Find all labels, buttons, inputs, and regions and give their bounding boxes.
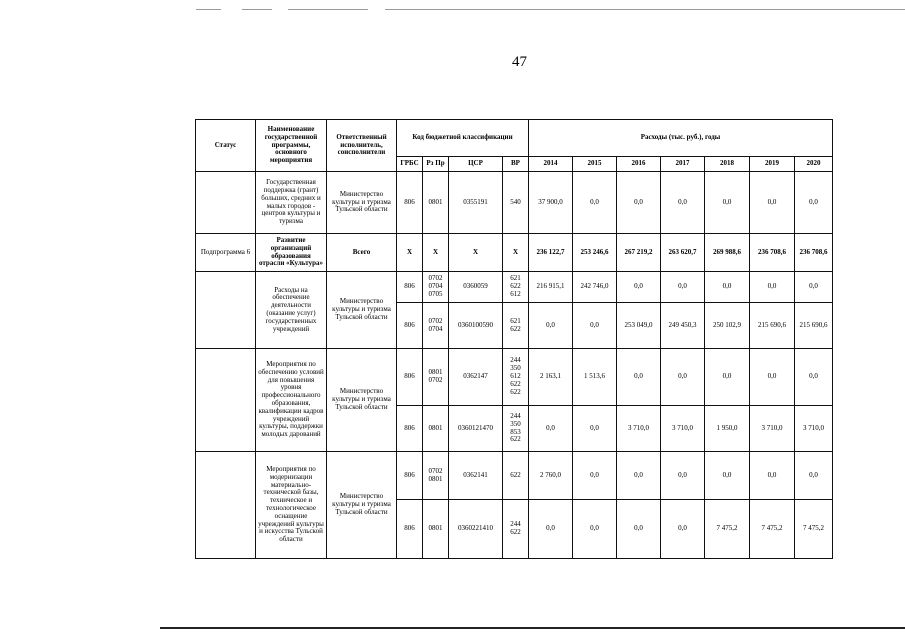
amount-cell: 0,0 <box>705 452 750 500</box>
csr-cell: 0362141 <box>449 452 503 500</box>
status-cell <box>196 272 256 349</box>
status-cell: Подпрограмма 6 <box>196 234 256 272</box>
status-cell <box>196 349 256 452</box>
vr-cell: X <box>503 234 529 272</box>
amount-cell: 0,0 <box>617 172 661 234</box>
csr-cell: 0360221410 <box>449 500 503 559</box>
amount-cell: 0,0 <box>573 303 617 349</box>
amount-cell: 37 900,0 <box>529 172 573 234</box>
rzpr-cell: 0801 <box>423 172 449 234</box>
vr-cell: 621 622 <box>503 303 529 349</box>
vr-cell: 540 <box>503 172 529 234</box>
amount-cell: 0,0 <box>617 349 661 406</box>
amount-cell: 0,0 <box>705 349 750 406</box>
status-cell <box>196 172 256 234</box>
rzpr-cell: 0702 0704 <box>423 303 449 349</box>
amount-cell: 242 746,0 <box>573 272 617 303</box>
amount-cell: 250 102,9 <box>705 303 750 349</box>
scan-top-line <box>242 9 272 10</box>
amount-cell: 0,0 <box>617 272 661 303</box>
amount-cell: 0,0 <box>661 272 705 303</box>
amount-cell: 236 708,6 <box>750 234 795 272</box>
rzpr-cell: 0702 0704 0705 <box>423 272 449 303</box>
rzpr-cell: 0801 <box>423 500 449 559</box>
grbs-cell: 806 <box>397 500 423 559</box>
budget-table <box>195 119 833 559</box>
header-year: 2016 <box>617 157 661 172</box>
amount-cell: 0,0 <box>529 303 573 349</box>
page-number: 47 <box>512 54 527 70</box>
amount-cell: 2 760,0 <box>529 452 573 500</box>
grbs-cell: 806 <box>397 272 423 303</box>
amount-cell: 0,0 <box>573 500 617 559</box>
amount-cell: 0,0 <box>795 452 833 500</box>
amount-cell: 0,0 <box>617 500 661 559</box>
amount-cell: 0,0 <box>661 349 705 406</box>
table-row <box>196 349 833 406</box>
amount-cell: 253 246,6 <box>573 234 617 272</box>
header-executor: Ответственный исполнитель, соисполнители <box>327 120 397 172</box>
amount-cell: 236 708,6 <box>795 234 833 272</box>
header-grbs: ГРБС <box>397 157 423 172</box>
amount-cell: 0,0 <box>661 172 705 234</box>
amount-cell: 1 950,0 <box>705 406 750 452</box>
vr-cell: 622 <box>503 452 529 500</box>
amount-cell: 0,0 <box>750 452 795 500</box>
program-name-cell: Государственная поддержка (грант) больших, средних и малых городов - центров культуры и туризма <box>256 172 327 234</box>
amount-cell: 1 513,6 <box>573 349 617 406</box>
amount-cell: 269 988,6 <box>705 234 750 272</box>
grbs-cell: 806 <box>397 172 423 234</box>
program-name-cell: Мероприятия по обеспечению условий для повышения уровня профессионального образования, квалификации кадров учреждений культуры, поддержки молодых дарований <box>256 349 327 452</box>
csr-cell: 0360059 <box>449 272 503 303</box>
header-year: 2017 <box>661 157 705 172</box>
header-year: 2019 <box>750 157 795 172</box>
vr-cell: 244 622 <box>503 500 529 559</box>
header-rzpr: Рз Пр <box>423 157 449 172</box>
amount-cell: 0,0 <box>705 272 750 303</box>
executor-cell: Министерство культуры и туризма Тульской области <box>327 349 397 452</box>
vr-cell: 244 350 853 622 <box>503 406 529 452</box>
amount-cell: 3 710,0 <box>750 406 795 452</box>
header-year: 2015 <box>573 157 617 172</box>
rzpr-cell: 0801 <box>423 406 449 452</box>
executor-cell: Министерство культуры и туризма Тульской области <box>327 452 397 559</box>
amount-cell: 3 710,0 <box>795 406 833 452</box>
executor-cell: Всего <box>327 234 397 272</box>
rzpr-cell: 0702 0801 <box>423 452 449 500</box>
amount-cell: 0,0 <box>573 406 617 452</box>
csr-cell: 0355191 <box>449 172 503 234</box>
amount-cell: 3 710,0 <box>617 406 661 452</box>
header-csr: ЦСР <box>449 157 503 172</box>
scan-top-line <box>288 9 368 10</box>
csr-cell: 0360121470 <box>449 406 503 452</box>
table-row <box>196 272 833 303</box>
csr-cell: 0360100590 <box>449 303 503 349</box>
grbs-cell: 806 <box>397 349 423 406</box>
grbs-cell: X <box>397 234 423 272</box>
scan-top-line <box>385 9 905 10</box>
csr-cell: 0362147 <box>449 349 503 406</box>
amount-cell: 0,0 <box>529 406 573 452</box>
amount-cell: 0,0 <box>795 349 833 406</box>
header-year: 2020 <box>795 157 833 172</box>
amount-cell: 0,0 <box>750 349 795 406</box>
rzpr-cell: X <box>423 234 449 272</box>
amount-cell: 7 475,2 <box>705 500 750 559</box>
grbs-cell: 806 <box>397 452 423 500</box>
amount-cell: 263 620,7 <box>661 234 705 272</box>
status-cell <box>196 452 256 559</box>
amount-cell: 249 450,3 <box>661 303 705 349</box>
amount-cell: 253 049,0 <box>617 303 661 349</box>
amount-cell: 236 122,7 <box>529 234 573 272</box>
amount-cell: 215 690,6 <box>750 303 795 349</box>
rzpr-cell: 0801 0702 <box>423 349 449 406</box>
header-budget-code: Код бюджетной классификации <box>397 120 529 157</box>
table-row <box>196 172 833 234</box>
amount-cell: 0,0 <box>750 272 795 303</box>
executor-cell: Министерство культуры и туризма Тульской области <box>327 172 397 234</box>
table-row <box>196 234 833 272</box>
amount-cell: 0,0 <box>661 500 705 559</box>
program-name-cell: Мероприятия по модернизации материально-технической базы, техническое и технологическое оснащение учреждений культуры и искусства Тульской области <box>256 452 327 559</box>
header-year: 2018 <box>705 157 750 172</box>
header-year: 2014 <box>529 157 573 172</box>
header-expenses: Расходы (тыс. руб.), годы <box>529 120 833 157</box>
program-name-cell: Развитие организаций образования отрасли «Культура» <box>256 234 327 272</box>
amount-cell: 0,0 <box>795 172 833 234</box>
header-program-name: Наименование государственной программы, основного мероприятия <box>256 120 327 172</box>
amount-cell: 0,0 <box>750 172 795 234</box>
amount-cell: 0,0 <box>795 272 833 303</box>
program-name-cell: Расходы на обеспечение деятельности (оказание услуг) государственных учреждений <box>256 272 327 349</box>
amount-cell: 2 163,1 <box>529 349 573 406</box>
amount-cell: 267 219,2 <box>617 234 661 272</box>
header-status: Статус <box>196 120 256 172</box>
amount-cell: 216 915,1 <box>529 272 573 303</box>
page-bottom-rule <box>160 627 905 629</box>
amount-cell: 0,0 <box>617 452 661 500</box>
executor-cell: Министерство культуры и туризма Тульской области <box>327 272 397 349</box>
csr-cell: X <box>449 234 503 272</box>
grbs-cell: 806 <box>397 406 423 452</box>
amount-cell: 0,0 <box>705 172 750 234</box>
amount-cell: 215 690,6 <box>795 303 833 349</box>
vr-cell: 621 622 612 <box>503 272 529 303</box>
vr-cell: 244 350 612 622 622 <box>503 349 529 406</box>
amount-cell: 0,0 <box>573 172 617 234</box>
table-row <box>196 452 833 500</box>
amount-cell: 7 475,2 <box>795 500 833 559</box>
amount-cell: 3 710,0 <box>661 406 705 452</box>
amount-cell: 0,0 <box>661 452 705 500</box>
header-vr: ВР <box>503 157 529 172</box>
amount-cell: 7 475,2 <box>750 500 795 559</box>
grbs-cell: 806 <box>397 303 423 349</box>
amount-cell: 0,0 <box>529 500 573 559</box>
scan-top-line <box>196 9 221 10</box>
amount-cell: 0,0 <box>573 452 617 500</box>
